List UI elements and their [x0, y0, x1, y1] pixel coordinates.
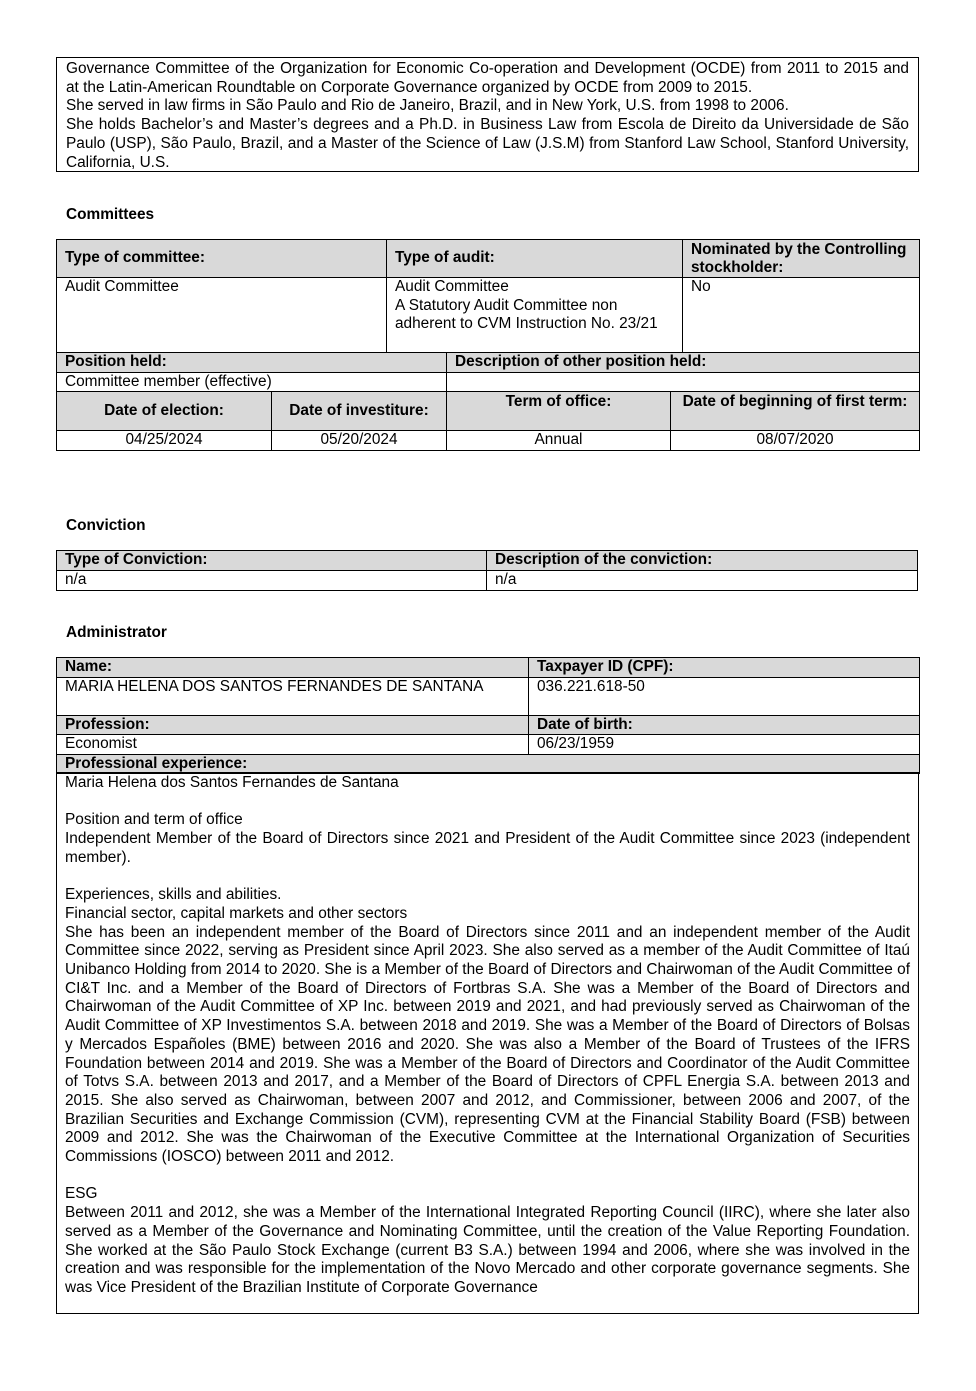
cpf-value: 036.221.618-50 — [529, 677, 920, 715]
administrator-heading: Administrator — [66, 624, 167, 641]
profession-label: Profession: — [57, 715, 529, 735]
type-of-committee-value: Audit Committee — [57, 278, 387, 353]
nominated-value: No — [683, 278, 920, 353]
conviction-heading: Conviction — [66, 517, 146, 534]
description-other-value — [447, 373, 920, 393]
type-of-audit-label: Type of audit: — [387, 240, 683, 278]
birth-value: 06/23/1959 — [529, 735, 920, 755]
name-value: MARIA HELENA DOS SANTOS FERNANDES DE SANTANA — [57, 677, 529, 715]
term-of-office-label: Term of office: — [447, 392, 671, 431]
committees-table-dates — [56, 391, 920, 451]
committees-heading: Committees — [66, 206, 155, 223]
date-of-investiture-value: 05/20/2024 — [272, 431, 447, 451]
term-of-office-value: Annual — [447, 431, 671, 451]
experience-box — [56, 772, 919, 1314]
date-of-election-value: 04/25/2024 — [57, 431, 272, 451]
administrator-table — [56, 657, 920, 774]
profession-value: Economist — [57, 735, 529, 755]
date-first-term-value: 08/07/2020 — [671, 431, 920, 451]
conviction-type-value: n/a — [57, 571, 487, 591]
type-of-audit-value — [387, 278, 683, 353]
conviction-description-value: n/a — [487, 571, 918, 591]
nominated-label: Nominated by the Controlling stockholder: — [683, 240, 920, 278]
top-paragraph-3: She holds Bachelor’s and Master’s degrees and a Ph.D. in Business Law from Escola de Direito da Universidade de São Paulo (USP), São Paulo, Brazil, and a Master of the Science of Law (J.S.M) from Stanford Law School, Stanford University, California, U.S. — [66, 116, 909, 171]
date-of-investiture-label: Date of investiture: — [272, 392, 447, 431]
name-label: Name: — [57, 658, 529, 678]
date-of-election-label: Date of election: — [57, 392, 272, 431]
conviction-description-label: Description of the conviction: — [487, 551, 918, 571]
birth-label: Date of birth: — [529, 715, 920, 735]
position-held-value: Committee member (effective) — [57, 373, 447, 393]
type-of-committee-label: Type of committee: — [57, 240, 387, 278]
description-other-label: Description of other position held: — [447, 353, 920, 373]
cpf-label: Taxpayer ID (CPF): — [529, 658, 920, 678]
conviction-table — [56, 550, 918, 591]
conviction-type-label: Type of Conviction: — [57, 551, 487, 571]
type-of-audit-line1: Audit Committee — [395, 278, 509, 295]
committees-table-top — [56, 239, 920, 353]
committees-table-position — [56, 352, 920, 393]
top-paragraph-1: Governance Committee of the Organization for Economic Co-operation and Development (OCDE) from 2011 to 2015 and at the Latin-American Roundtable on Corporate Governance organized by OCDE from 2009 to 2015. — [66, 60, 909, 96]
top-text — [66, 60, 909, 172]
experience-text: Maria Helena dos Santos Fernandes de Santana Position and term of office Independent Member of the Board of Directors since 2021 and President of the Audit Committee since 2023 (independent member). Experiences, skills and abilities. Financial sector, capital markets and other sectors She has been an independent member of the Board of Directors since 2011 and an independent member of the Audit Committee since 2022, serving as President since April 2023. She also served as a member of the Audit Committee of Itaú Unibanco Holding from 2014 to 2020. She is a Member of the Board of Directors and Chairwoman of the Audit Committee of CI&T Inc. and a Member of the Board of Directors of Fortbras S.A. She was a Member of the Board of Directors and Chairwoman of the Audit Committee of XP Inc. between 2019 and 2021, and had previously served as Chairwoman of the Audit Committee of XP Investimentos S.A. between 2018 and 2019. She was a Member of the Board of Directors of Bolsas y Mercados Españoles (BME) between 2016 and 2020. She was also a Member of the Board of Trustees of the IFRS Foundation between 2014 and 2019. She was a Member of the Board of Directors and Coordinator of the Audit Committee of Totvs S.A. between 2013 and 2017, and a Member of the Board of Directors of CPFL Energia S.A. between 2013 and 2015. She also served as Chairwoman, between 2007 and 2012, and Commissioner, between 2006 and 2007, of the Brazilian Securities and Exchange Commission (CVM), representing CVM at the Financial Stability Board (FSB) between 2009 and 2012. She was the Chairwoman of the Executive Committee at the International Organization of Securities Commissions (IOSCO) between 2011 and 2012. ESG Between 2011 and 2012, she was a Member of the International Integrated Reporting Council (IIRC), where she later also served as a Member of the Governance and Nominating Committee, until the creation of the Value Reporting Foundation. She worked at the São Paulo Stock Exchange (current B3 S.A.) between 1994 and 2006, where she was involved in the creation and was responsible for the implementation of the Novo Mercado and other corporate governance segments. She was Vice President of the Brazilian Institute of Corporate Governance — [65, 774, 910, 1296]
date-first-term-label: Date of beginning of first term: — [671, 392, 920, 431]
experience-label: Professional experience: — [57, 754, 920, 774]
type-of-audit-line2: A Statutory Audit Committee non adherent to CVM Instruction No. 23/21 — [395, 296, 658, 332]
position-held-label: Position held: — [57, 353, 447, 373]
top-paragraph-2: She served in law firms in São Paulo and Rio de Janeiro, Brazil, and in New York, U.S. from 1998 to 2006. — [66, 97, 789, 115]
